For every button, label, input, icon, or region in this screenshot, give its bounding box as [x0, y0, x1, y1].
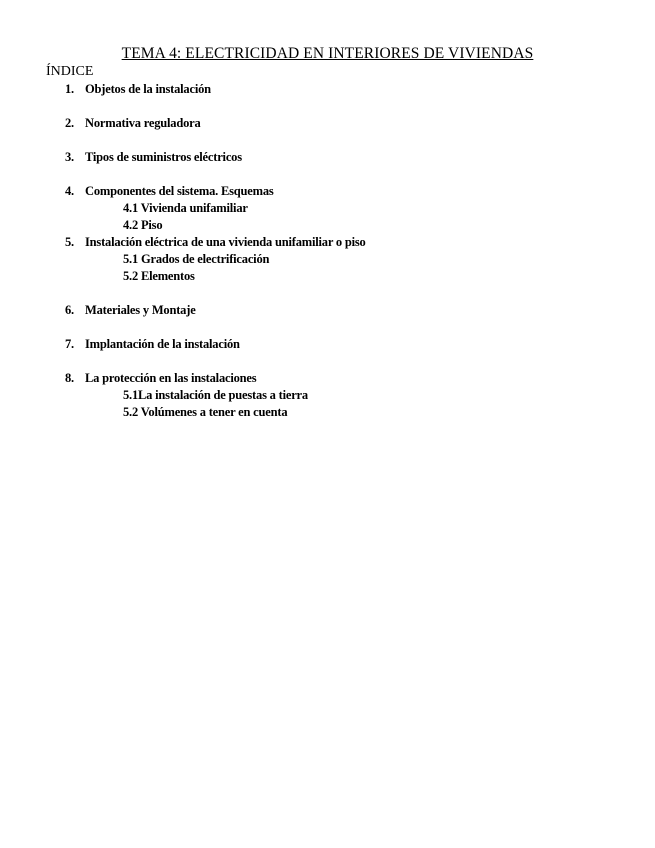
index-item-label: Objetos de la instalación — [85, 82, 211, 96]
index-item-number: 3. — [65, 150, 74, 164]
index-subitem-label: 4.1 Vivienda unifamiliar — [123, 201, 248, 215]
index-item-number: 4. — [65, 184, 74, 198]
index-subitem-label: 5.2 Elementos — [123, 269, 195, 283]
index-subitem-label: 5.1 Grados de electrificación — [123, 252, 270, 266]
document-title: TEMA 4: ELECTRICIDAD EN INTERIORES DE VIVIENDAS — [121, 45, 534, 62]
index-item-number: 7. — [65, 337, 74, 351]
index-item-label: Materiales y Montaje — [85, 303, 196, 317]
index-item-label: Normativa reguladora — [85, 116, 201, 130]
index-item-label: Tipos de suministros eléctricos — [85, 150, 242, 164]
index-item-number: 1. — [65, 82, 74, 96]
index-subitem-label: 5.2 Volúmenes a tener en cuenta — [123, 405, 288, 419]
index-item-number: 2. — [65, 116, 74, 130]
index-subitem-label: 5.1La instalación de puestas a tierra — [123, 388, 308, 402]
index-subitem-label: 4.2 Piso — [123, 218, 163, 232]
index-heading: ÍNDICE — [46, 64, 94, 79]
index-item-label: Instalación eléctrica de una vivienda unifamiliar o piso — [85, 235, 366, 249]
index-item-label: Implantación de la instalación — [85, 337, 240, 351]
index-item-number: 8. — [65, 371, 74, 385]
index-item-number: 6. — [65, 303, 74, 317]
index-item-label: Componentes del sistema. Esquemas — [85, 184, 274, 198]
index-item-number: 5. — [65, 235, 74, 249]
index-item-label: La protección en las instalaciones — [85, 371, 257, 385]
